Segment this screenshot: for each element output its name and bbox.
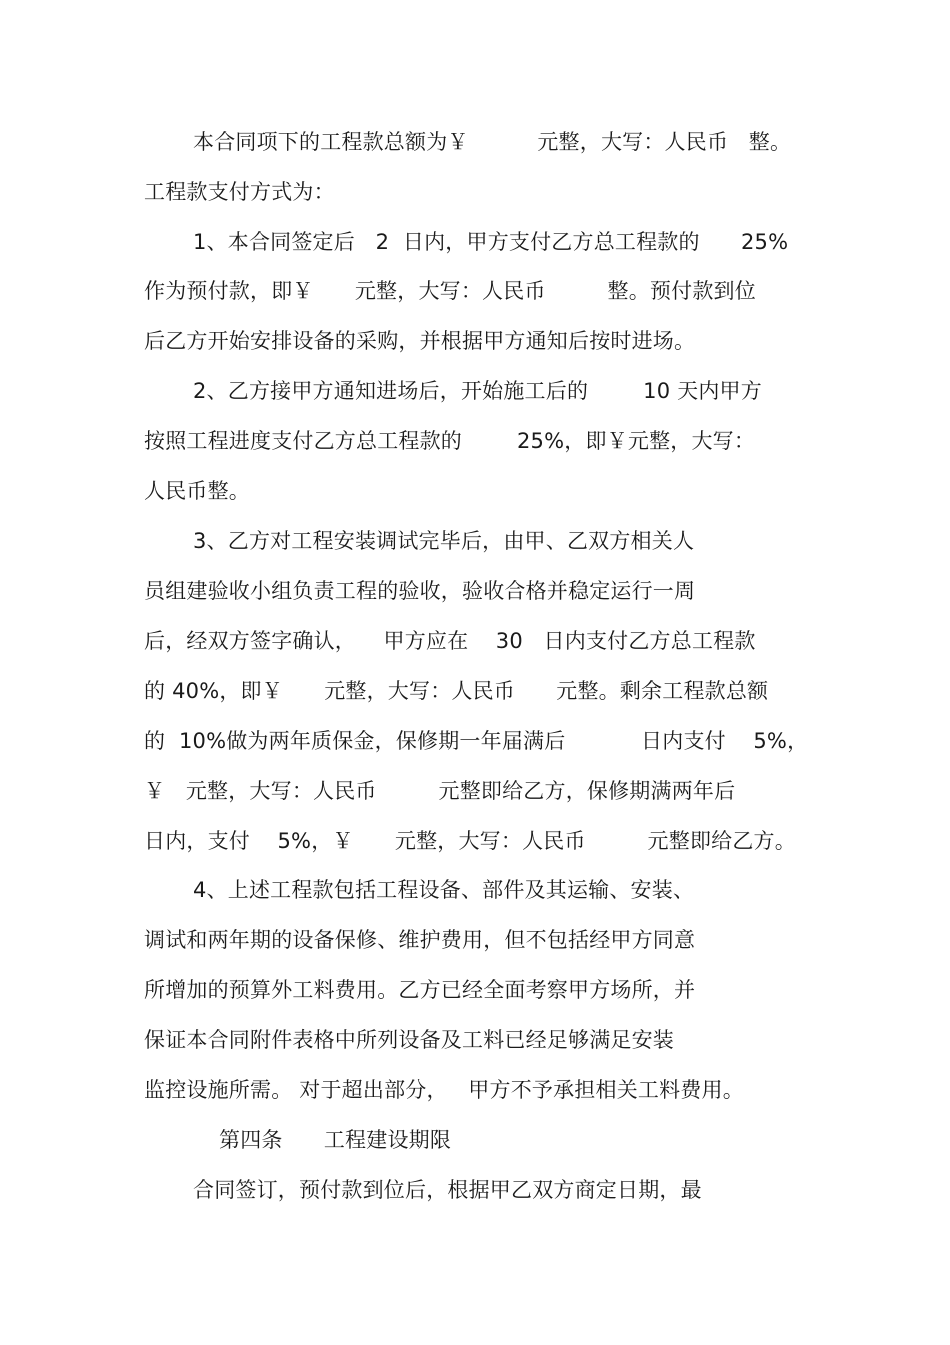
text-line: 后，经双方签字确认， 甲方应在 30 日内支付乙方总工程款 [144,629,756,653]
text-line: 监控设施所需。 对于超出部分， 甲方不予承担相关工料费用。 [144,1078,744,1102]
text-line: 1、本合同签定后 2 日内，甲方支付乙方总工程款的 25% [193,230,789,254]
text-line: 按照工程进度支付乙方总工程款的 25%，即￥元整，大写： [144,429,756,453]
text-line: 日内，支付 5%，￥ 元整，大写：人民币 元整即给乙方。 [144,829,796,853]
text-line: 员组建验收小组负责工程的验收，验收合格并稳定运行一周 [144,579,696,603]
text-line: 的 10%做为两年质保金，保修期一年届满后 日内支付 5%， [144,729,809,753]
text-line: 保证本合同附件表格中所列设备及工料已经足够满足安装 [144,1028,674,1052]
text-line: 合同签订，预付款到位后，根据甲乙双方商定日期，最 [193,1178,702,1202]
section-heading: 第四条 工程建设期限 [219,1128,452,1152]
text-line: 调试和两年期的设备保修、维护费用，但不包括经甲方同意 [144,928,696,952]
text-line: 2、乙方接甲方通知进场后，开始施工后的 10 天内甲方 [193,379,762,403]
text-line: 3、乙方对工程安装调试完毕后，由甲、乙双方相关人 [193,529,695,553]
text-line: 的 40%，即￥ 元整，大写：人民币 元整。剩余工程款总额 [144,679,769,703]
text-line: 后乙方开始安排设备的采购，并根据甲方通知后按时进场。 [144,329,696,353]
text-line: 所增加的预算外工料费用。乙方已经全面考察甲方场所，并 [144,978,696,1002]
text-line: 人民币整。 [144,479,250,503]
text-line: 工程款支付方式为： [144,180,335,204]
text-line: 本合同项下的工程款总额为￥ 元整，大写：人民币 整。 [193,130,792,154]
text-line: 4、上述工程款包括工程设备、部件及其运输、安装、 [193,878,695,902]
text-line: ￥ 元整，大写：人民币 元整即给乙方，保修期满两年后 [144,779,736,803]
text-line: 作为预付款，即￥ 元整，大写：人民币 整。预付款到位 [144,279,756,303]
